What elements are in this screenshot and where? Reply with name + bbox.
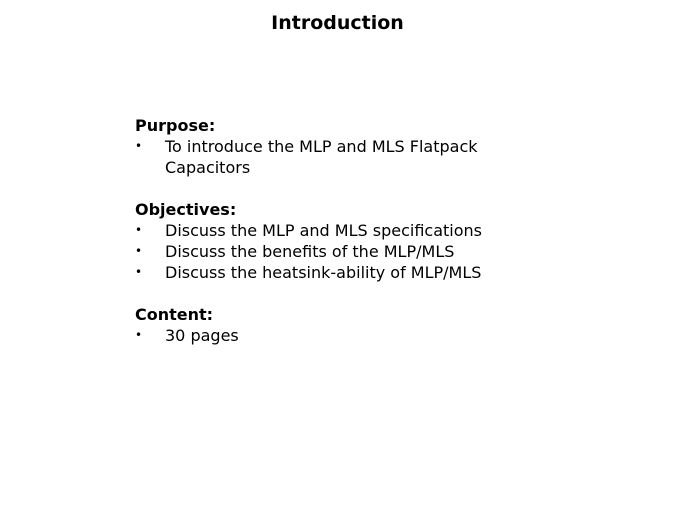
list-item: [135, 262, 555, 283]
list-item: [135, 241, 555, 262]
content-section: [135, 304, 555, 346]
bullet-icon: •: [135, 265, 143, 279]
bullet-icon: •: [135, 223, 143, 237]
purpose-section: [135, 115, 555, 178]
list-item-text: To introduce the MLP and MLS Flatpack Capacitors: [165, 137, 478, 177]
bullet-list: [135, 136, 555, 178]
section-heading: Purpose:: [135, 116, 216, 135]
list-item: [135, 325, 555, 346]
section-heading: Objectives:: [135, 200, 237, 219]
bullet-icon: •: [135, 244, 143, 258]
list-item-text: Discuss the MLP and MLS specifications: [165, 221, 482, 240]
bullet-icon: •: [135, 139, 143, 153]
section-heading: Content:: [135, 305, 214, 324]
list-item: [135, 136, 555, 178]
page-title: Introduction: [271, 12, 404, 34]
bullet-list: [135, 220, 555, 283]
slide-content: [135, 115, 555, 367]
objectives-section: [135, 199, 555, 283]
list-item-text: 30 pages: [165, 326, 239, 345]
list-item-text: Discuss the benefits of the MLP/MLS: [165, 242, 455, 261]
list-item-text: Discuss the heatsink-ability of MLP/MLS: [165, 263, 482, 282]
bullet-list: [135, 325, 555, 346]
bullet-icon: •: [135, 328, 143, 342]
list-item: [135, 220, 555, 241]
